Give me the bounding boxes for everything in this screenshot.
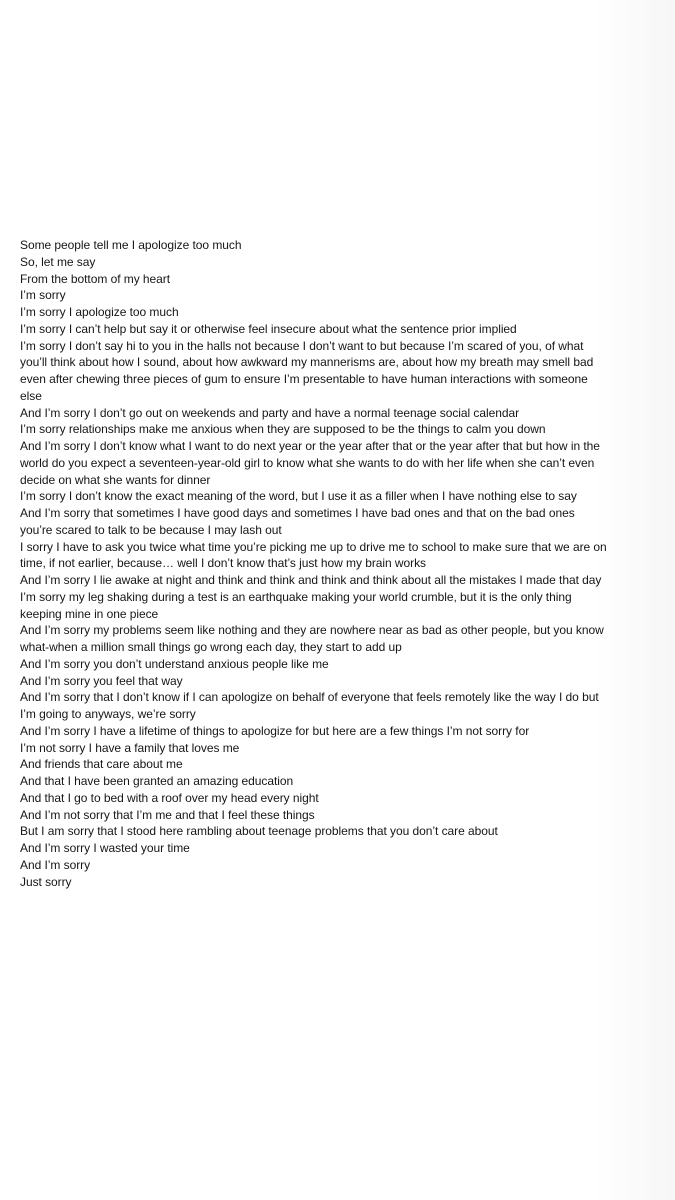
poem-line: And I’m sorry my problems seem like nothing and they are nowhere near as bad as other people, but you know what-when a million small things go wrong each day, they start to add up (20, 623, 604, 654)
poem-line: And I’m sorry I wasted your time (20, 841, 190, 855)
poem-line: I’m sorry I don’t say hi to you in the halls not because I don’t want to but because I’m scared of you, of what you’ll think about how I sound, about how awkward my mannerisms are, about how my breath may smell bad even after chewing three pieces of gum to ensure I’m presentable to have human interactions with someone else (20, 338, 594, 403)
poem-line: Just sorry (20, 874, 72, 889)
poem-line: And I’m sorry I have a lifetime of things to apologize for but here are a few things I’m not sorry for (20, 723, 530, 738)
poem-line: And I’m sorry that sometimes I have good days and sometimes I have bad ones and that on the bad ones you’re scared to talk to be because I may lash out (20, 506, 575, 537)
poem-line: And I’m sorry (20, 857, 91, 872)
poem-line: And I’m sorry I don’t go out on weekends and party and have a normal teenage social calendar (20, 405, 520, 420)
poem-line: From the bottom of my heart (20, 271, 171, 286)
poem-line: I’m not sorry I have a family that loves me (20, 740, 240, 755)
poem-line: Some people tell me I apologize too much (20, 238, 242, 252)
poem-line: And I’m sorry that I don’t know if I can apologize on behalf of everyone that feels remotely like the way I do but I’m going to anyways, we’re sorry (20, 690, 599, 721)
poem-line: I’m sorry I apologize too much (20, 305, 179, 319)
poem-line: I’m sorry relationships make me anxious when they are supposed to be the things to calm you down (20, 422, 546, 437)
poem-line: So, let me say (20, 254, 96, 269)
poem-line: But I am sorry that I stood here rambling about teenage problems that you don’t care about (20, 824, 498, 839)
poem-line: And I’m sorry I lie awake at night and think and think and think and think about all the mistakes I made that day (20, 573, 602, 587)
poem-line: I’m sorry I can’t help but say it or otherwise feel insecure about what the sentence prior implied (20, 321, 517, 336)
poem-line: I sorry I have to ask you twice what time you’re picking me up to drive me to school to make sure that we are on time, if not earlier, because… well I don’t know that’s just how my brain works (20, 539, 607, 571)
poem-line: I’m sorry (20, 288, 66, 303)
poem-text (20, 237, 610, 890)
poem-line: I’m sorry my leg shaking during a test is an earthquake making your world crumble, but it is the only thing keeping mine in one piece (20, 589, 572, 621)
poem-line: I’m sorry I don’t know the exact meaning of the word, but I use it as a filler when I have nothing else to say (20, 489, 577, 504)
poem-line: And I’m sorry you feel that way (20, 673, 183, 688)
poem-line: And that I go to bed with a roof over my head every night (20, 790, 319, 805)
poem-line: And I’m sorry you don’t understand anxious people like me (20, 656, 329, 671)
poem-line: And I’m not sorry that I’m me and that I feel these things (20, 807, 315, 822)
poem-line: And I’m sorry I don’t know what I want to do next year or the year after that or the year after that but how in the world do you expect a seventeen-year-old girl to know what she wants to do with her life when she can’t even decide on what she wants for dinner (20, 439, 600, 487)
poem-line: And that I have been granted an amazing education (20, 774, 294, 788)
poem-line: And friends that care about me (20, 757, 183, 772)
